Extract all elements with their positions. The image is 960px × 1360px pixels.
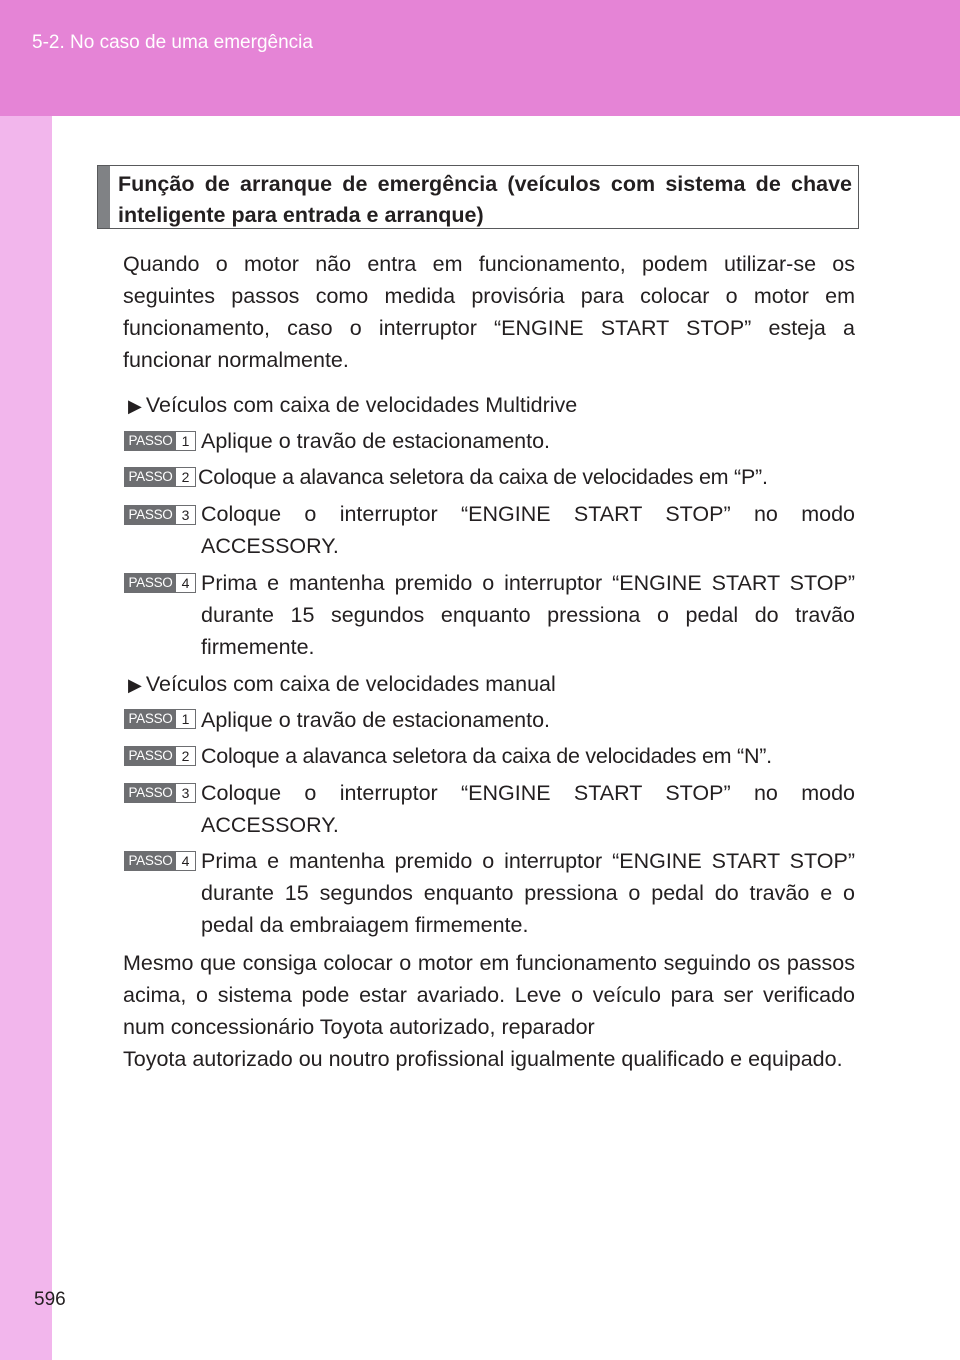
manual-step-3: Coloque o interruptor “ENGINE START STOP” no modo ACCESSORY. bbox=[201, 781, 855, 837]
step-badge bbox=[124, 783, 196, 803]
step-badge-number: 4 bbox=[181, 575, 190, 591]
section-title-bar bbox=[98, 166, 110, 228]
multidrive-heading-text: Veículos com caixa de velocidades Multidrive bbox=[145, 393, 578, 417]
step-badge bbox=[124, 431, 196, 451]
manual-heading-text: Veículos com caixa de velocidades manual bbox=[145, 672, 556, 696]
triangle-bullet-icon: ▶ bbox=[128, 396, 142, 416]
step-badge bbox=[124, 505, 196, 525]
step-badge-number: 2 bbox=[181, 748, 190, 764]
step-badge-label: PASSO bbox=[125, 506, 176, 524]
multidrive-heading bbox=[128, 389, 577, 422]
step-badge bbox=[124, 746, 196, 766]
step-badge bbox=[124, 851, 196, 871]
step-badge-label: PASSO bbox=[125, 784, 176, 802]
page-number: 596 bbox=[34, 1289, 66, 1310]
multidrive-step-2: Coloque a alavanca seletora da caixa de velocidades em “P”. bbox=[198, 465, 768, 489]
multidrive-step-3: Coloque o interruptor “ENGINE START STOP” no modo ACCESSORY. bbox=[201, 502, 855, 558]
triangle-bullet-icon: ▶ bbox=[128, 675, 142, 695]
step-badge bbox=[124, 573, 196, 593]
step-badge-label: PASSO bbox=[125, 468, 176, 486]
closing-paragraph: Mesmo que consiga colocar o motor em funcionamento seguindo os passos acima, o sistema pode estar avariado. Leve o veículo para ser verificado num concessionário Toyota autorizado, reparador bbox=[123, 951, 855, 1039]
step-badge-label: PASSO bbox=[125, 574, 176, 592]
step-badge-label: PASSO bbox=[125, 852, 176, 870]
manual-step-4: Prima e mantenha premido o interruptor “ENGINE START STOP” durante 15 segundos enquanto pressiona o pedal do travão e o pedal da embraiagem firmemente. bbox=[201, 849, 855, 937]
multidrive-step-1: Aplique o travão de estacionamento. bbox=[201, 429, 551, 453]
step-badge-number: 1 bbox=[181, 711, 190, 727]
section-title: Função de arranque de emergência (veículos com sistema de chave inteligente para entrada e arranque) bbox=[118, 172, 852, 227]
section-title-box bbox=[97, 165, 859, 229]
section-header-title: 5-2. No caso de uma emergência bbox=[32, 32, 313, 53]
step-badge-number: 3 bbox=[181, 507, 190, 523]
intro-paragraph: Quando o motor não entra em funcionamento, podem utilizar-se os seguintes passos como medida provisória para colocar o motor em funcionamento, caso o interruptor “ENGINE START STOP” esteja a funcionar normalmente. bbox=[123, 252, 855, 372]
step-badge bbox=[124, 709, 196, 729]
step-badge-number: 3 bbox=[181, 785, 190, 801]
step-badge-number: 2 bbox=[181, 469, 190, 485]
step-badge-label: PASSO bbox=[125, 432, 176, 450]
multidrive-step-4: Prima e mantenha premido o interruptor “ENGINE START STOP” durante 15 segundos enquanto pressiona o pedal do travão firmemente. bbox=[201, 571, 855, 659]
manual-step-1: Aplique o travão de estacionamento. bbox=[201, 708, 551, 732]
step-badge-label: PASSO bbox=[125, 747, 176, 765]
header-band bbox=[0, 0, 960, 116]
manual-heading bbox=[128, 668, 556, 701]
step-badge-number: 4 bbox=[181, 853, 190, 869]
step-badge-number: 1 bbox=[181, 433, 190, 449]
step-badge bbox=[124, 467, 196, 487]
manual-step-2: Coloque a alavanca seletora da caixa de velocidades em “N”. bbox=[201, 744, 772, 768]
step-badge-label: PASSO bbox=[125, 710, 176, 728]
closing-paragraph-continued: Toyota autorizado ou noutro profissional igualmente qualificado e equipado. bbox=[123, 1047, 843, 1071]
side-band bbox=[0, 116, 52, 1360]
